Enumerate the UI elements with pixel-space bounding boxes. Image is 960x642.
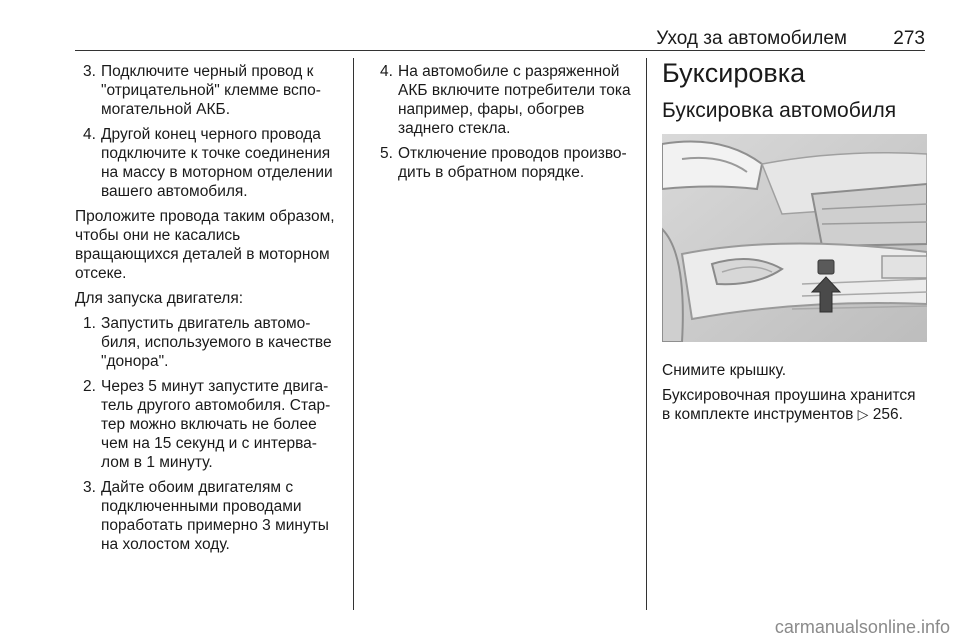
column-divider-2 [646, 58, 647, 610]
list-item-number: 5. [380, 145, 393, 162]
steps-finish-list [372, 62, 632, 182]
column-3 [662, 58, 927, 430]
column-divider-1 [353, 58, 354, 610]
header-title: Уход за автомобилем [656, 28, 847, 49]
list-item-text: Отключение проводов произво-дить в обратном порядке. [398, 145, 627, 181]
list-item-number: 4. [380, 63, 393, 80]
list-item-text: Дайте обоим двигателям с подключенными проводами поработать примерно 3 минуты на холостом ходу. [101, 479, 329, 553]
subsection-title: Буксировка автомобиля [662, 99, 897, 122]
list-item-number: 2. [83, 378, 96, 395]
list-item-number: 1. [83, 315, 96, 332]
column-1 [75, 62, 345, 560]
caption-remove-cover: Снимите крышку. [662, 362, 787, 379]
column-2 [372, 62, 632, 188]
car-front-tow-eye-cover-illustration [662, 134, 927, 342]
page-header [75, 28, 925, 51]
list-item [372, 62, 632, 138]
page-number: 273 [893, 28, 925, 49]
list-item-text: Через 5 минут запустите двига-тель другого автомобиля. Стар-тер можно включать не более чем на 15 секунд и с интерва-лом в 1 минуту. [101, 378, 331, 471]
list-item [75, 478, 345, 554]
steps-connection-list [75, 62, 345, 201]
list-item-text: Другой конец черного провода подключите к точке соединения на массу в моторном отделении вашего автомобиля. [101, 126, 333, 200]
list-item-number: 4. [83, 126, 96, 143]
list-item [75, 377, 345, 472]
paragraph-start-intro: Для запуска двигателя: [75, 290, 244, 307]
paragraph-cable-routing: Проложите провода таким образом, чтобы они не касались вращающихся деталей в моторном отсеке. [75, 208, 335, 282]
watermark: carmanualsonline.info [774, 617, 950, 637]
paragraph-tow-eye-storage [662, 386, 927, 424]
list-item-text: Запустить двигатель автомо-биля, используемого в качестве "донора". [101, 315, 332, 370]
list-item-number: 3. [83, 479, 96, 496]
steps-start-list [75, 314, 345, 554]
list-item [372, 144, 632, 182]
list-item-text: Подключите черный провод к "отрицательной" клемме вспо-могательной АКБ. [101, 63, 321, 118]
paragraph-text: Буксировочная проушина хранится в комплекте инструментов [662, 387, 916, 423]
list-item-number: 3. [83, 63, 96, 80]
list-item [75, 314, 345, 371]
cross-reference-arrow-icon[interactable]: ▷ [857, 406, 869, 422]
list-item [75, 62, 345, 119]
list-item-text: На автомобиле с разряженной АКБ включите потребители тока например, фары, обогрев заднего стекла. [398, 63, 631, 137]
list-item [75, 125, 345, 201]
page-reference[interactable]: 256. [872, 406, 903, 423]
section-title: Буксировка [662, 58, 806, 88]
